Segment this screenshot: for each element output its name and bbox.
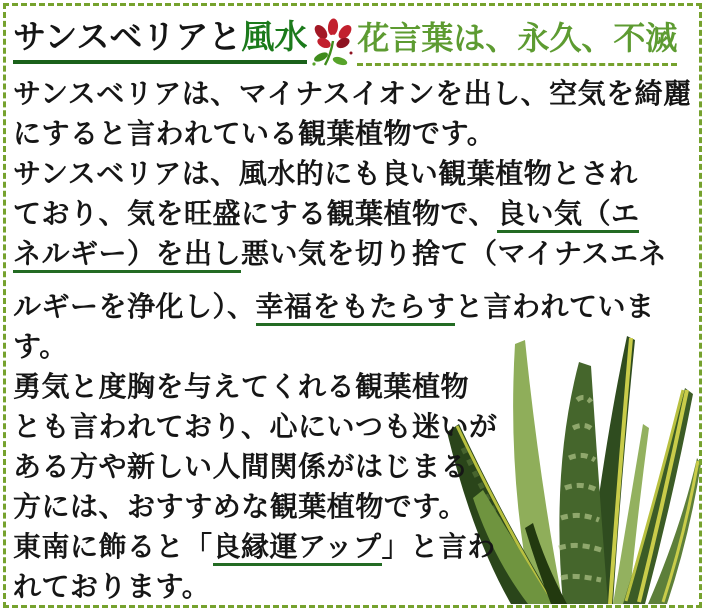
text-line bbox=[13, 327, 701, 367]
flower-icon bbox=[310, 18, 356, 68]
text-line bbox=[13, 74, 701, 114]
text-segment: ており、気を旺盛にする観葉植物で、 bbox=[13, 198, 497, 229]
text-line bbox=[13, 194, 701, 234]
text-line bbox=[13, 527, 701, 567]
text-segment: 方には、おすすめな観葉植物です。 bbox=[13, 491, 468, 522]
underlined-phrase: ネルギー）を出し bbox=[13, 234, 241, 273]
text-line bbox=[13, 234, 701, 274]
title-green-text: 風水 bbox=[241, 18, 308, 55]
text-segment: ルギーを浄化し）、 bbox=[13, 291, 256, 322]
text-segment: とも言われており、心にいつも迷いが bbox=[13, 411, 498, 442]
text-line bbox=[13, 154, 701, 194]
text-segment: ある方や新しい人間関係がはじまる bbox=[13, 451, 470, 482]
body-text bbox=[13, 74, 701, 607]
title-black-text: サンスベリアと bbox=[13, 18, 242, 55]
text-segment: と言われていま bbox=[455, 291, 655, 322]
text-segment: 悪い気を切り捨て（マイナスエネ bbox=[241, 238, 667, 269]
title-row bbox=[13, 16, 677, 68]
text-line bbox=[13, 407, 701, 447]
text-line bbox=[13, 567, 701, 607]
text-segment: 勇気と度胸を与えてくれる観葉植物 bbox=[13, 371, 470, 402]
subtitle-hanakotoba: 花言葉は、永久、不滅 bbox=[357, 17, 677, 66]
text-segment: サンスベリアは、風水的にも良い観葉植物とされ bbox=[13, 158, 638, 189]
text-segment: す。 bbox=[13, 331, 68, 362]
text-line bbox=[13, 487, 701, 527]
text-segment: サンスベリアは、マイナスイオンを出し、空気を綺麗 bbox=[13, 78, 692, 109]
underlined-phrase: 良縁運アップ bbox=[213, 527, 382, 566]
text-segment: にすると言われている観葉植物です。 bbox=[13, 118, 496, 149]
text-segment: れております。 bbox=[13, 571, 211, 602]
underlined-phrase: 幸福をもたらす bbox=[256, 287, 456, 326]
text-line bbox=[13, 367, 701, 407]
page-title bbox=[13, 16, 307, 64]
text-line bbox=[13, 114, 701, 154]
text-segment: 」と言わ bbox=[381, 531, 496, 562]
underlined-phrase: 良い気（エ bbox=[497, 194, 640, 233]
text-line bbox=[13, 287, 701, 327]
text-line bbox=[13, 447, 701, 487]
text-segment: 東南に飾ると「 bbox=[13, 531, 213, 562]
